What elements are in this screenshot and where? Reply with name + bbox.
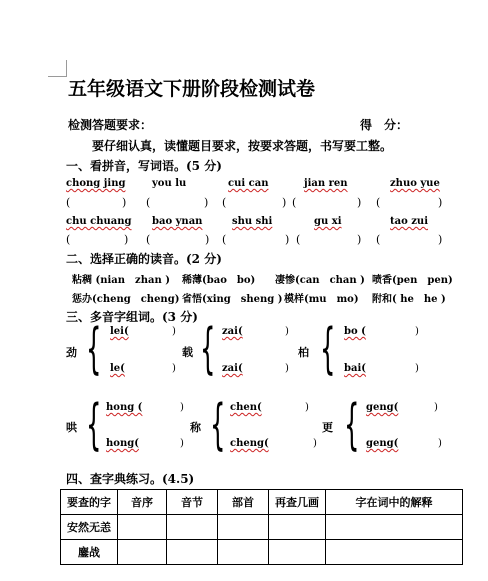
answer-paren: ( (222, 196, 227, 209)
polyphone-char: 哄 (66, 421, 77, 434)
table-header-row (61, 490, 463, 515)
requirements-text: 要仔细认真，读懂题目要求，按要求答题，书写要工整。 (92, 139, 393, 153)
page-corner-mark-h (48, 76, 66, 77)
table-header-cell: 音节 (167, 490, 218, 515)
answer-paren: ( (292, 196, 297, 209)
answer-cell[interactable] (218, 540, 269, 565)
polyphone-char: 载 (182, 346, 193, 359)
answer-paren: ) (124, 233, 129, 246)
reading-choice: 稀薄(bao bo) (182, 275, 256, 286)
table-header-cell: 音序 (118, 490, 167, 515)
table-cell: 鏖战 (61, 540, 118, 565)
polyphone-bottom: cheng( (230, 438, 269, 449)
answer-paren: ) (172, 363, 176, 374)
answer-paren: ) (357, 196, 362, 209)
answer-paren: ) (285, 326, 289, 337)
polyphone-top: hong ( (106, 402, 143, 413)
dictionary-table (60, 489, 463, 565)
answer-paren: ) (285, 363, 289, 374)
answer-paren: ) (438, 438, 442, 449)
polyphone-bottom: geng( (366, 438, 399, 449)
answer-cell[interactable] (218, 515, 269, 540)
pinyin-item: chong jing (66, 178, 126, 189)
answer-paren: ( (376, 196, 381, 209)
reading-choice: 惩办(cheng cheng) (72, 294, 180, 305)
pinyin-item: zhuo yue (390, 178, 440, 189)
brace-icon: { (86, 393, 102, 456)
pinyin-item: jian ren (304, 178, 348, 189)
pinyin-item: you lu (152, 178, 187, 189)
answer-cell[interactable] (326, 515, 463, 540)
section2-heading: 二、选择正确的读音。(2 分) (66, 252, 222, 266)
section4-heading: 四、查字典练习。(4.5) (66, 472, 195, 486)
polyphone-top: bo ( (344, 326, 366, 337)
answer-paren: ) (415, 326, 419, 337)
requirements-label: 检测答题要求： (68, 118, 153, 132)
reading-choice: 粘稠 (nian zhan ) (72, 275, 170, 286)
brace-icon: { (86, 317, 102, 380)
polyphone-bottom: le( (110, 363, 125, 374)
answer-paren: ) (204, 196, 209, 209)
answer-paren: ) (438, 233, 443, 246)
score-label: 得 分： (360, 118, 409, 132)
answer-paren: ( (376, 233, 381, 246)
table-header-cell: 要查的字 (61, 490, 118, 515)
answer-paren: ) (205, 233, 210, 246)
answer-paren: ( (146, 233, 151, 246)
polyphone-top: geng( (366, 402, 399, 413)
answer-cell[interactable] (167, 540, 218, 565)
brace-icon: { (200, 317, 216, 380)
reading-choice: 喷香(pen pen) (372, 275, 453, 286)
table-row (61, 540, 463, 565)
pinyin-item: chu chuang (66, 216, 132, 227)
answer-paren: ( (66, 233, 71, 246)
polyphone-bottom: bai( (344, 363, 367, 374)
brace-icon: { (344, 393, 360, 456)
polyphone-char: 称 (190, 421, 201, 434)
pinyin-item: cui can (228, 178, 269, 189)
answer-paren: ) (180, 402, 184, 413)
table-header-cell: 部首 (218, 490, 269, 515)
pinyin-item: bao ynan (152, 216, 203, 227)
answer-cell[interactable] (269, 540, 326, 565)
answer-paren: ) (305, 402, 309, 413)
polyphone-bottom: hong( (106, 438, 139, 449)
answer-paren: ) (180, 438, 184, 449)
table-header-cell: 再查几画 (269, 490, 326, 515)
reading-choice: 凄惨(can chan ) (275, 275, 365, 286)
section3-heading: 三、多音字组词。(3 分) (66, 310, 198, 324)
answer-paren: ) (415, 363, 419, 374)
pinyin-item: gu xi (314, 216, 342, 227)
answer-cell[interactable] (167, 515, 218, 540)
reading-choice: 模样(mu mo) (284, 294, 359, 305)
answer-paren: ) (172, 326, 176, 337)
polyphone-top: zai( (222, 326, 243, 337)
polyphone-char: 柏 (298, 346, 309, 359)
page-title: 五年级语文下册阶段检测试卷 (68, 78, 316, 100)
answer-paren: ( (146, 196, 151, 209)
answer-paren: ( (66, 196, 71, 209)
answer-paren: ) (434, 402, 438, 413)
answer-cell[interactable] (118, 540, 167, 565)
polyphone-bottom: zai( (222, 363, 243, 374)
section1-heading: 一、看拼音，写词语。(5 分) (66, 159, 222, 173)
polyphone-top: lei( (110, 326, 129, 337)
polyphone-top: chen( (230, 402, 262, 413)
brace-icon: { (320, 317, 336, 380)
polyphone-char: 劲 (66, 346, 77, 359)
page-corner-mark-v (66, 60, 67, 77)
brace-icon: { (210, 393, 226, 456)
answer-paren: ( (222, 233, 227, 246)
pinyin-item: tao zui (390, 216, 428, 227)
answer-paren: ) (285, 233, 290, 246)
answer-paren: ) (357, 233, 362, 246)
answer-paren: ( (296, 233, 301, 246)
answer-paren: ) (122, 196, 127, 209)
answer-paren: ) (438, 196, 443, 209)
table-row (61, 515, 463, 540)
answer-cell[interactable] (269, 515, 326, 540)
table-header-cell: 字在词中的解释 (326, 490, 463, 515)
pinyin-item: shu shi (232, 216, 273, 227)
table-cell: 安然无恙 (61, 515, 118, 540)
answer-cell[interactable] (118, 515, 167, 540)
reading-choice: 省悟(xing sheng ) (182, 294, 283, 305)
polyphone-char: 更 (322, 421, 333, 434)
answer-paren: ) (313, 438, 317, 449)
reading-choice: 附和( he he ) (372, 294, 446, 305)
answer-paren: ) (282, 196, 287, 209)
answer-cell[interactable] (326, 540, 463, 565)
